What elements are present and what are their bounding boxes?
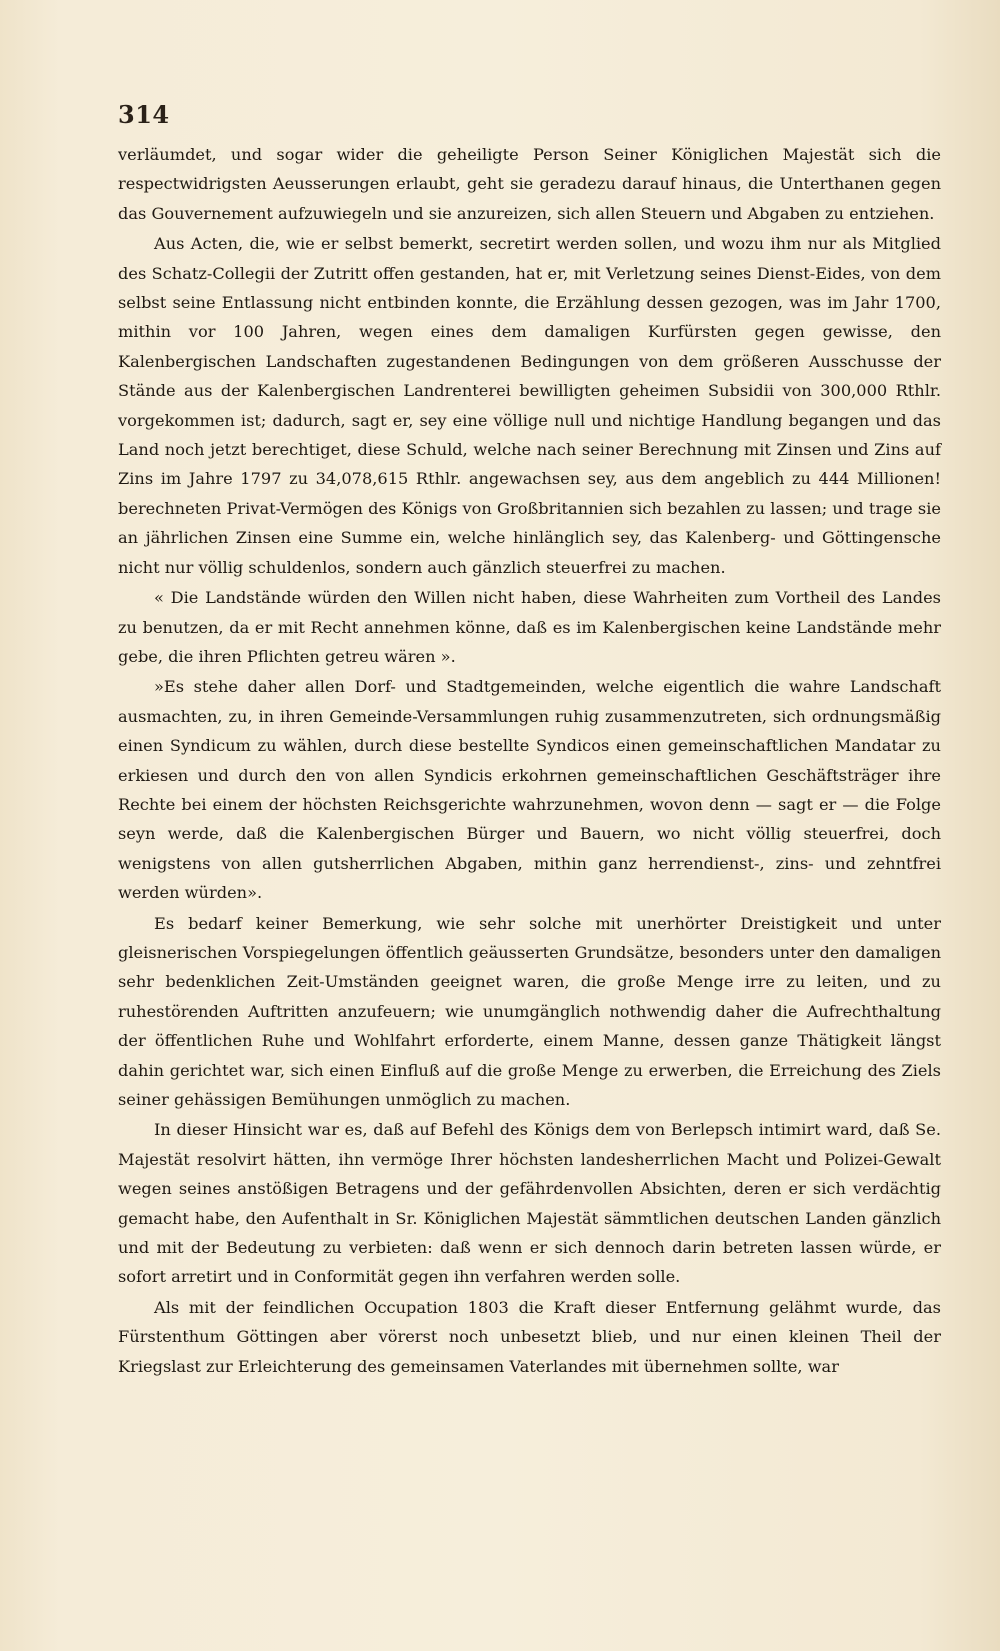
paragraph-7: Als mit der feindlichen Occupation 1803 die Kraft dieser Entfernung gelähmt wurde, das Fürstenthum Göttingen aber vörerst noch unbesetzt blieb, und nur einen kleinen Theil der Kriegslast zur Erleichterung des gemeinsamen Vaterlandes mit übernehmen sollte, war [118,1297,941,1376]
page-number: 314 [118,100,170,129]
paragraph-6: In dieser Hinsicht war es, daß auf Befehl des Königs dem von Berlepsch intimirt ward, daß Se. Majestät resolvirt hätten, ihn vermöge Ihrer höchsten landesherrlichen Macht und Polizei-Gewalt wegen seines anstößigen Betragens und der gefährdenvollen Absichten, deren er sich verdächtig gemacht habe, den Aufenthalt in Sr. Königlichen Majestät sämmtlichen deutschen Landen gänzlich und mit der Bedeutung zu verbieten: daß wenn er sich dennoch darin betreten lassen würde, er sofort arretirt und in Conformität gegen ihn verfahren werden solle. [118,1120,941,1287]
body-text [118,140,941,1381]
paragraph-5: Es bedarf keiner Bemerkung, wie sehr solche mit unerhörter Dreistigkeit und unter gleisnerischen Vorspiegelungen öffentlich geäusserten Grundsätze, besonders unter den damaligen sehr bedenklichen Zeit-Umständen geeignet waren, die große Menge irre zu leiten, und zu ruhestörenden Auftritten anzufeuern; wie unumgänglich nothwendig daher die Aufrechthaltung der öffentlichen Ruhe und Wohlfahrt erforderte, einem Manne, dessen ganze Thätigkeit längst dahin gerichtet war, sich einen Einfluß auf die große Menge zu erwerben, die Erreichung des Ziels seiner gehässigen Bemühungen unmöglich zu machen. [118,913,941,1109]
paragraph-2: Aus Acten, die, wie er selbst bemerkt, secretirt werden sollen, und wozu ihm nur als Mitglied des Schatz-Collegii der Zutritt offen gestanden, hat er, mit Verletzung seines Dienst-Eides, von dem selbst seine Entlassung nicht entbinden konnte, die Erzählung dessen gezogen, was im Jahr 1700, mithin vor 100 Jahren, wegen eines dem damaligen Kurfürsten gegen gewisse, den Kalenbergischen Landschaften zugestandenen Bedingungen von dem größeren Ausschusse der Stände aus der Kalenbergischen Landrenterei bewilligten geheimen Subsidii von 300,000 Rthlr. vorgekommen ist; dadurch, sagt er, sey eine völlige null und nichtige Handlung begangen und das Land noch jetzt berechtiget, diese Schuld, welche nach seiner Berechnung mit Zinsen und Zins auf Zins im Jahre 1797 zu 34,078,615 Rthlr. angewachsen sey, aus dem angeblich zu 444 Millionen! berechneten Privat-Vermögen des Königs von Großbritannien sich bezahlen zu lassen; und trage sie an jährlichen Zinsen eine Summe ein, welche hinlänglich sey, das Kalenberg- und Göttingensche nicht nur völlig schuldenlos, sondern auch gänzlich steuerfrei zu machen. [118,234,941,577]
paragraph-4: »Es stehe daher allen Dorf- und Stadtgemeinden, welche eigentlich die wahre Landschaft ausmachten, zu, in ihren Gemeinde-Versammlungen ruhig zusammenzutreten, sich ordnungsmäßig einen Syndicum zu wählen, durch diese bestellte Syndicos einen gemeinschaftlichen Mandatar zu erkiesen und durch den von allen Syndicis erkohrnen gemeinschaftlichen Geschäftsträger ihre Rechte bei einem der höchsten Reichsgerichte wahrzunehmen, wovon denn — sagt er — die Folge seyn werde, daß die Kalenbergischen Bürger und Bauern, wo nicht völlig steuerfrei, doch wenigstens von allen gutsherrlichen Abgaben, mithin ganz herrendienst-, zins- und zehntfrei werden würden». [118,677,941,903]
paragraph-1: verläumdet, und sogar wider die geheiligte Person Seiner Königlichen Majestät sich die respectwidrigsten Aeusserungen erlaubt, geht sie geradezu darauf hinaus, die Unterthanen gegen das Gouvernement aufzuwiegeln und sie anzureizen, sich allen Steuern und Abgaben zu entziehen. [118,145,941,223]
paragraph-3: « Die Landstände würden den Willen nicht haben, diese Wahrheiten zum Vortheil des Landes zu benutzen, da er mit Recht annehmen könne, daß es im Kalenbergischen keine Landstände mehr gebe, die ihren Pflichten getreu wären ». [118,588,941,666]
